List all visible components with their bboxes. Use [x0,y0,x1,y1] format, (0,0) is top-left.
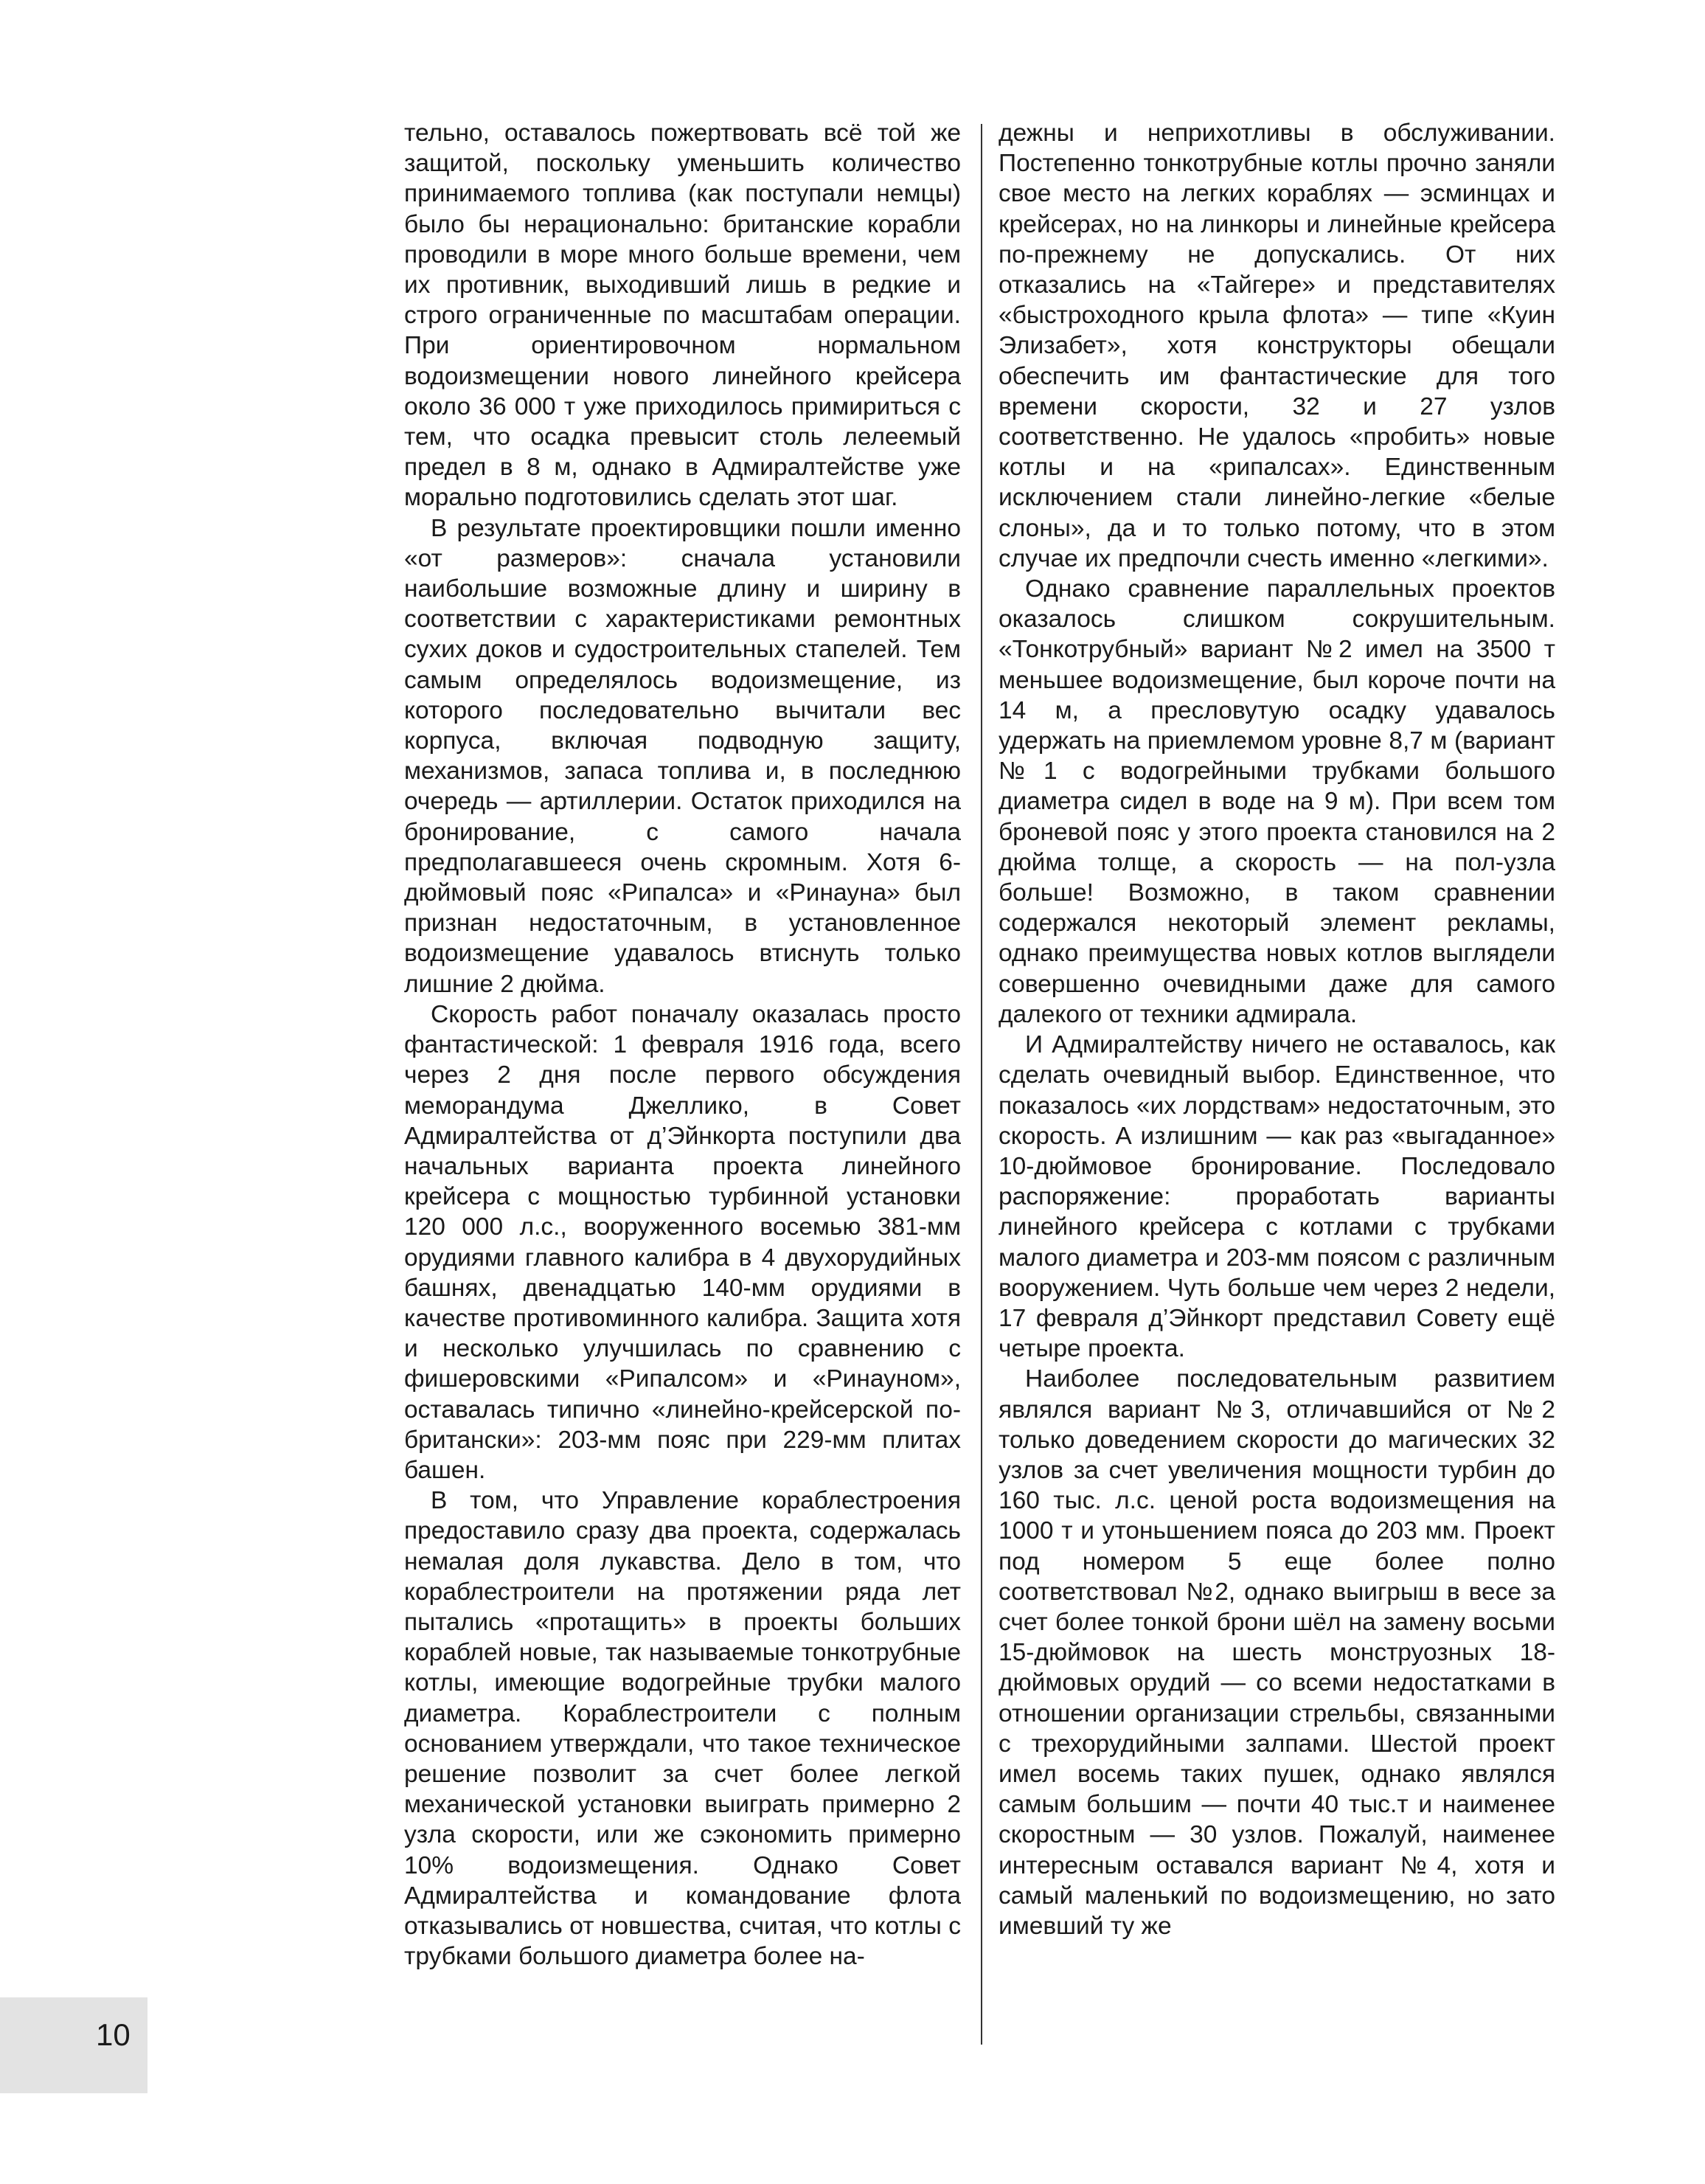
right-text-column [999,118,1555,1941]
paragraph: тельно, оставалось пожертвовать всё той же защитой, поскольку уменьшить количество принимаемого топлива (как поступали немцы) было бы нерационально: британские корабли проводили в море много больше времени, чем их противник, выходивший лишь в редкие и строго ограниченные по масштабам операции. При ориентировочном нормальном водоизмещении нового линейного крейсера около 36 000 т уже приходилось примириться с тем, что осадка превысит столь лелеемый предел в 8 м, однако в Адмиралтействе уже морально подготовились сделать этот шаг. [404,119,961,512]
paragraph: В результате проектировщики пошли именно «от размеров»: сначала установили наибольшие возможные длину и ширину в соответствии с характеристиками ремонтных сухих доков и судостроительных стапелей. Тем самым определялось водоизмещение, из которого последовательно вычитали вес корпуса, включая подводную защиту, механизмов, запаса топлива и, в последнюю очередь — артиллерии. Остаток приходился на бронирование, с самого начала предполагавшееся очень скромным. Хотя 6-дюймовый пояс «Рипалса» и «Ринауна» был признан недостаточным, в установленное водоизмещение удавалось втиснуть только лишние 2 дюйма. [404,514,961,998]
left-text-column [404,118,961,1972]
page-number: 10 [96,2017,131,2052]
paragraph: Однако сравнение параллельных проектов оказалось слишком сокрушительным. «Тонкотрубный» вариант №2 имел на 3500 т меньшее водоизмещение, был короче почти на 14 м, а пресловутую осадку удавалось удержать на приемлемом уровне 8,7 м (вариант №1 с водогрейными трубками большого диаметра сидел в воде на 9 м). При всем том броневой пояс у этого проекта становился на 2 дюйма толще, а скорость — на пол-узла больше! Возможно, в таком сравнении содержался некоторый элемент рекламы, однако преимущества новых котлов выглядели совершенно очевидными даже для самого далекого от техники адмирала. [999,575,1555,1028]
column-divider [981,124,982,2045]
paragraph: Наиболее последовательным развитием являлся вариант №3, отличавшийся от №2 только доведением скорости до магических 32 узлов за счет увеличения мощности турбин до 160 тыс. л.с. ценой роста водоизмещения на 1000 т и утоньшением пояса до 203 мм. Проект под номером 5 еще более полно соответствовал №2, однако выигрыш в весе за счет более тонкой брони шёл на замену восьми 15-дюймовок на шесть монструозных 18-дюймовых орудий — со всеми недостатками в отношении организации стрельбы, связанными с трехорудийными залпами. Шестой проект имел восемь таких пушек, однако являлся самым большим — почти 40 тыс.т и наименее скоростным — 30 узлов. Пожалуй, наименее интересным оставался вариант №4, хотя и самый маленький по водоизмещению, но зато имевший ту же [999,1365,1555,1940]
paragraph: В том, что Управление кораблестроения предоставило сразу два проекта, содержалась немалая доля лукавства. Дело в том, что кораблестроители на протяжении ряда лет пытались «протащить» в проекты больших кораблей новые, так называемые тонкотрубные котлы, имеющие водогрейные трубки малого диаметра. Кораблестроители с полным основанием утверждали, что такое техническое решение позволит за счет более легкой механической установки выиграть примерно 2 узла скорости, или же сэкономить примерно 10% водоизмещения. Однако Совет Адмиралтейства и командование флота отказывались от новшества, считая, что котлы с трубками большого диаметра более на- [404,1487,961,1971]
paragraph: И Адмиралтейству ничего не оставалось, как сделать очевидный выбор. Единственное, что показалось «их лордствам» недостаточным, это скорость. А излишним — как раз «выгаданное» 10-дюймовое бронирование. Последовало распоряжение: проработать варианты линейного крейсера с котлами с трубками малого диаметра и 203-мм поясом с различным вооружением. Чуть больше чем через 2 недели, 17 февраля д’Эйнкорт представил Совету ещё четыре проекта. [999,1031,1555,1363]
paragraph: Скорость работ поначалу оказалась просто фантастической: 1 февраля 1916 года, всего через 2 дня после первого обсуждения меморандума Джеллико, в Совет Адмиралтейства от д’Эйнкорта поступили два начальных варианта проекта линейного крейсера с мощностью турбинной установки 120 000 л.с., вооруженного восемью 381-мм орудиями главного калибра в 4 двухорудийных башнях, двенадцатью 140-мм орудиями в качестве противоминного калибра. Защита хотя и несколько улучшилась по сравнению с фишеровскими «Рипалсом» и «Ринауном», оставалась типично «линейно-крейсерской по-британски»: 203-мм пояс при 229-мм плитах башен. [404,1000,961,1484]
paragraph: дежны и неприхотливы в обслуживании. Постепенно тонкотрубные котлы прочно заняли свое место на легких кораблях — эсминцах и крейсерах, но на линкоры и линейные крейсера по-прежнему не допускались. От них отказались на «Тайгере» и представителях «быстроходного крыла флота» — типе «Куин Элизабет», хотя конструкторы обещали обеспечить им фантастические для того времени скорости, 32 и 27 узлов соответственно. Не удалось «пробить» новые котлы и на «рипалсах». Единственным исключением стали линейно-легкие «белые слоны», да и то только потому, что в этом случае их предпочли счесть именно «легкими». [999,119,1555,572]
